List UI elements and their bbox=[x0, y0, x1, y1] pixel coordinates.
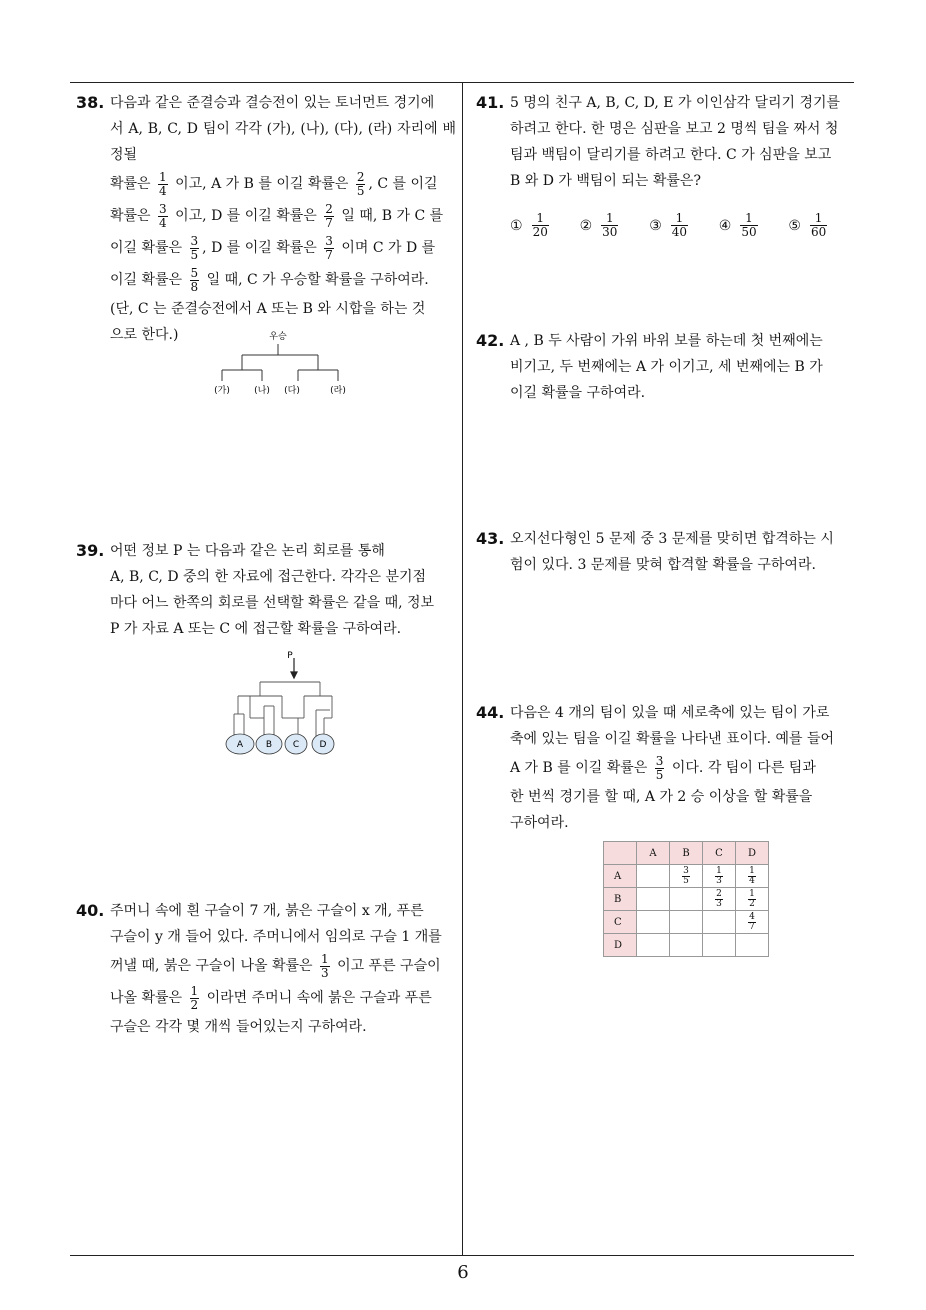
problem-40 bbox=[76, 898, 456, 1040]
node-c-label: C bbox=[292, 740, 300, 750]
text: , C 를 이길 bbox=[368, 176, 438, 192]
text: 이라면 주머니 속에 붉은 구슬과 푸른 bbox=[206, 990, 432, 1006]
table-cell bbox=[670, 888, 703, 911]
problem-text bbox=[476, 328, 858, 406]
table-cell bbox=[637, 865, 670, 888]
tournament-bracket bbox=[200, 325, 380, 400]
column-header: B bbox=[670, 842, 703, 865]
text-line: 서 A, B, C, D 팀이 각각 (가), (나), (다), (라) 자리에 배정될 bbox=[110, 121, 456, 163]
text: 일 때, B 가 C 를 bbox=[341, 208, 444, 224]
text-line bbox=[110, 168, 456, 200]
table-cell bbox=[670, 934, 703, 957]
problem-39 bbox=[76, 538, 456, 642]
column-header: C bbox=[703, 842, 736, 865]
bracket-slot-ga: (가) bbox=[214, 386, 230, 396]
text: 나올 확률은 bbox=[110, 990, 183, 1006]
choice-4[interactable]: ④ $\frac{1}{50}$ bbox=[718, 211, 757, 239]
table-row bbox=[604, 865, 769, 888]
problem-42 bbox=[476, 328, 858, 406]
text-line: 5 명의 친구 A, B, C, D, E 가 이인삼각 달리기 경기를 bbox=[510, 95, 841, 111]
problem-number: 43. bbox=[476, 529, 505, 548]
row-header: B bbox=[604, 888, 637, 911]
text-line: 하려고 한다. 한 명은 심판을 보고 2 명씩 팀을 짜서 청 bbox=[510, 121, 839, 137]
table-cell bbox=[637, 888, 670, 911]
text-line: A, B, C, D 중의 한 자료에 접근한다. 각각은 분기점 bbox=[110, 569, 427, 585]
text: 확률은 bbox=[110, 208, 151, 224]
fraction: $\frac{2}{7}$ bbox=[325, 201, 333, 230]
bracket-slot-na: (나) bbox=[254, 386, 270, 396]
table-row bbox=[604, 934, 769, 957]
problem-text bbox=[476, 90, 858, 239]
bracket-winner-label: 우승 bbox=[269, 332, 287, 342]
table-cell bbox=[637, 934, 670, 957]
problem-number: 41. bbox=[476, 93, 505, 112]
problem-43 bbox=[476, 526, 858, 578]
text-line bbox=[110, 232, 456, 264]
table-cell: $\frac{1}{3}$ bbox=[703, 865, 736, 888]
row-header: D bbox=[604, 934, 637, 957]
text-line bbox=[110, 264, 456, 296]
text-line: 다음과 같은 준결승과 결승전이 있는 토너먼트 경기에 bbox=[110, 95, 435, 111]
text-line: 구하여라. bbox=[510, 815, 569, 831]
fraction: $\frac{1}{3}$ bbox=[320, 951, 329, 980]
problem-number: 38. bbox=[76, 93, 105, 112]
table-cell bbox=[736, 934, 769, 957]
text-line: 축에 있는 팀을 이길 확률을 나타낸 표이다. 예를 들어 bbox=[510, 731, 835, 747]
table-cell: $\frac{4}{7}$ bbox=[736, 911, 769, 934]
text: 꺼낼 때, 붉은 구슬이 나올 확률은 bbox=[110, 958, 313, 974]
corner-cell bbox=[604, 842, 637, 865]
logic-circuit-diagram bbox=[220, 648, 350, 758]
text-line: B 와 D 가 백팀이 되는 확률은? bbox=[510, 173, 701, 189]
fraction: $\frac{3}{4}$ bbox=[159, 201, 167, 230]
text-line: 팀과 백팀이 달리기를 하려고 한다. C 가 심판을 보고 bbox=[510, 147, 832, 163]
page-number: 6 bbox=[457, 1262, 469, 1283]
bracket-slot-ra: (라) bbox=[330, 386, 346, 396]
text: 이며 C 가 D 를 bbox=[341, 240, 436, 256]
problem-41 bbox=[476, 90, 858, 239]
text-line: 마다 어느 한쪽의 회로를 선택할 확률은 같을 때, 정보 bbox=[110, 595, 435, 611]
text: 확률은 bbox=[110, 176, 151, 192]
text-line: 구슬은 각각 몇 개씩 들어있는지 구하여라. bbox=[110, 1019, 367, 1035]
text-line: 주머니 속에 흰 구슬이 7 개, 붉은 구슬이 x 개, 푸른 bbox=[110, 903, 424, 919]
node-a-label: A bbox=[236, 740, 244, 750]
problem-number: 40. bbox=[76, 901, 105, 920]
win-probability-table bbox=[603, 841, 769, 957]
fraction: $\frac{5}{8}$ bbox=[190, 265, 199, 294]
text: 이고, D 를 이길 확률은 bbox=[175, 208, 317, 224]
text-line: (단, C 는 준결승전에서 A 또는 B 와 시합을 하는 것 bbox=[110, 301, 426, 317]
table-cell bbox=[637, 911, 670, 934]
text-line: 험이 있다. 3 문제를 맞혀 합격할 확률을 구하여라. bbox=[510, 557, 816, 573]
text: 이길 확률은 bbox=[110, 272, 183, 288]
fraction: $\frac{3}{5}$ bbox=[190, 233, 199, 262]
fraction: $\frac{3}{7}$ bbox=[325, 233, 333, 262]
text-line bbox=[110, 950, 456, 982]
table-cell bbox=[703, 911, 736, 934]
p-label: P bbox=[287, 651, 293, 661]
table-cell bbox=[703, 934, 736, 957]
choice-5[interactable]: ⑤ $\frac{1}{60}$ bbox=[788, 211, 827, 239]
choice-3[interactable]: ③ $\frac{1}{40}$ bbox=[649, 211, 688, 239]
table-row bbox=[604, 888, 769, 911]
text: 이고 푸른 구슬이 bbox=[337, 958, 441, 974]
table-row bbox=[604, 911, 769, 934]
table-cell: $\frac{3}{5}$ bbox=[670, 865, 703, 888]
text-line: 이길 확률을 구하여라. bbox=[510, 385, 646, 401]
text-line bbox=[110, 200, 456, 232]
text-line: 어떤 정보 P 는 다음과 같은 논리 회로를 통해 bbox=[110, 543, 385, 559]
bottom-rule bbox=[70, 1255, 854, 1256]
text-line: 구슬이 y 개 들어 있다. 주머니에서 임의로 구슬 1 개를 bbox=[110, 929, 442, 945]
column-divider bbox=[462, 82, 463, 1255]
text-line: P 가 자료 A 또는 C 에 접근할 확률을 구하여라. bbox=[110, 621, 402, 637]
problem-38 bbox=[76, 90, 456, 348]
text: 이다. 각 팀이 다른 팀과 bbox=[671, 760, 816, 776]
text-line: 오지선다형인 5 문제 중 3 문제를 맞히면 합격하는 시 bbox=[510, 531, 834, 547]
node-d-label: D bbox=[319, 740, 327, 750]
problem-number: 44. bbox=[476, 703, 505, 722]
fraction: $\frac{2}{5}$ bbox=[356, 169, 365, 198]
problem-text bbox=[476, 526, 858, 578]
table-header-row bbox=[604, 842, 769, 865]
table-cell: $\frac{1}{2}$ bbox=[736, 888, 769, 911]
row-header: C bbox=[604, 911, 637, 934]
column-header: A bbox=[637, 842, 670, 865]
table-cell: $\frac{2}{3}$ bbox=[703, 888, 736, 911]
fraction: $\frac{3}{5}$ bbox=[655, 753, 664, 782]
choice-1[interactable]: ① $\frac{1}{20}$ bbox=[510, 211, 548, 239]
problem-text bbox=[76, 538, 456, 642]
answer-choices bbox=[510, 212, 858, 239]
text: 이고, A 가 B 를 이길 확률은 bbox=[175, 176, 349, 192]
text-line: 다음은 4 개의 팀이 있을 때 세로축에 있는 팀이 가로 bbox=[510, 705, 830, 721]
text: A 가 B 를 이길 확률은 bbox=[510, 760, 648, 776]
table-cell bbox=[670, 911, 703, 934]
text-line: A , B 두 사람이 가위 바위 보를 하는데 첫 번째에는 bbox=[510, 333, 823, 349]
problem-text bbox=[76, 90, 456, 348]
text: , D 를 이길 확률은 bbox=[202, 240, 317, 256]
table-cell: $\frac{1}{4}$ bbox=[736, 865, 769, 888]
row-header: A bbox=[604, 865, 637, 888]
problem-number: 42. bbox=[476, 331, 505, 350]
problem-44 bbox=[476, 700, 858, 836]
problem-number: 39. bbox=[76, 541, 105, 560]
text: 이길 확률은 bbox=[110, 240, 183, 256]
fraction: $\frac{1}{2}$ bbox=[190, 983, 199, 1012]
choice-2[interactable]: ② $\frac{1}{30}$ bbox=[579, 211, 618, 239]
column-header: D bbox=[736, 842, 769, 865]
text-line: 으로 한다.) bbox=[110, 327, 179, 343]
fraction: $\frac{1}{4}$ bbox=[159, 169, 167, 198]
problem-text bbox=[476, 700, 858, 836]
bracket-slot-da: (다) bbox=[284, 386, 300, 396]
node-b-label: B bbox=[265, 740, 273, 750]
problem-text bbox=[76, 898, 456, 1040]
text-line bbox=[110, 982, 456, 1014]
text-line: 한 번씩 경기를 할 때, A 가 2 승 이상을 할 확률을 bbox=[510, 789, 813, 805]
text-line bbox=[510, 752, 858, 784]
text: 일 때, C 가 우승할 확률을 구하여라. bbox=[206, 272, 429, 288]
text-line: 비기고, 두 번째에는 A 가 이기고, 세 번째에는 B 가 bbox=[510, 359, 823, 375]
